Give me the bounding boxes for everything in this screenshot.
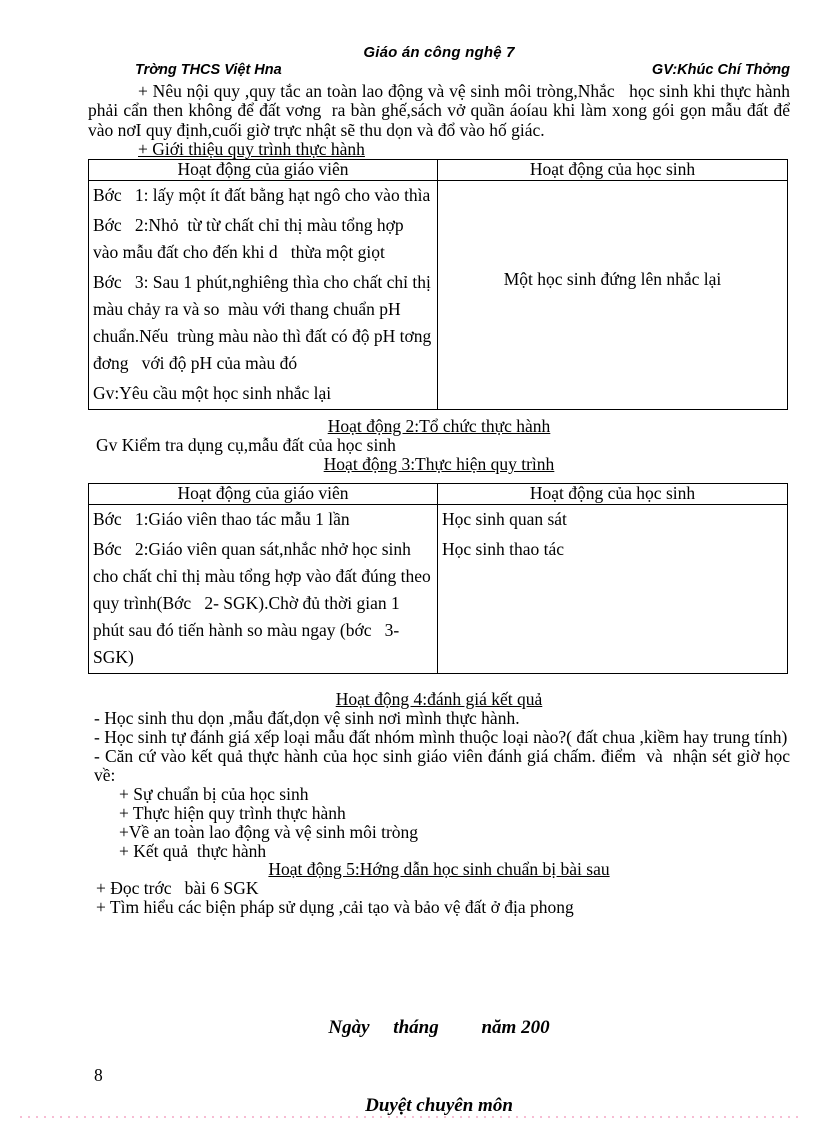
- activity2-gv-line: Gv Kiểm tra dụng cụ,mẫu đất của học sinh: [96, 435, 396, 456]
- activity3-heading-text: Hoạt động 3:Thực hiện quy trình: [323, 454, 555, 475]
- date-line: Ngày tháng năm 200: [328, 1017, 550, 1039]
- student-line: Học sinh quan sát: [442, 509, 567, 530]
- activity4-heading-text: Hoạt động 4:đánh giá kết quả: [335, 689, 543, 710]
- evaluation-item: + Thực hiện quy trình thực hành: [119, 803, 346, 824]
- table-row: [89, 160, 788, 181]
- process-intro-text: + Giới thiệu quy trình thực hành: [138, 139, 365, 160]
- evaluation-item: + Sự chuẩn bị của học sinh: [119, 784, 309, 805]
- table-row: [89, 505, 788, 674]
- activity2-heading: [88, 417, 790, 436]
- approval-line: Duyệt chuyên môn: [365, 1095, 513, 1117]
- table2-header-student: Hoạt động của học sinh: [438, 484, 788, 505]
- activity4-line: - Căn cứ vào kết quả thực hành của học sinh giáo viên đánh giá chấm. điểm và nhận sét giờ học về:: [94, 746, 795, 786]
- school-name: Trờng THCS Việt Hna: [135, 62, 282, 78]
- step-2-text: Bớc 2:Nhỏ từ từ chất chỉ thị màu tổng hợp vào mẫu đất cho đến khi d thừa một giọt: [93, 215, 409, 263]
- activity2-heading-text: Hoạt động 2:Tổ chức thực hành: [327, 416, 551, 437]
- activity5-line: + Đọc trớc bài 6 SGK: [96, 878, 259, 899]
- table1-header-teacher: Hoạt động của giáo viên: [89, 160, 438, 181]
- activity5-heading: [88, 860, 790, 879]
- step-1-text: Bớc 1:Giáo viên thao tác mẫu 1 lần: [93, 509, 350, 530]
- activity3-heading: [88, 455, 790, 474]
- page-number: 8: [94, 1065, 103, 1085]
- activity-table-1: [88, 159, 788, 410]
- table2-student-cell: [438, 505, 788, 674]
- evaluation-item: + Kết quả thực hành: [119, 840, 267, 861]
- intro-paragraph: + Nêu nội quy ,quy tắc an toàn lao động và vệ sinh môi tròng,Nhắc học sinh khi thực hành phải cẩn then không để đất vơng ra bàn ghế,sách vở quần áoíau khi làm xong gói gọn mẫu đất để vào nơI quy định,cuối giờ trực nhật sẽ thu dọn và đổ vào hố giác.: [88, 81, 795, 140]
- activity4-line: - Học sinh tự đánh giá xếp loại mẫu đất nhóm mình thuộc loại nào?( đất chua ,kiềm hay trung tính): [94, 727, 788, 748]
- step-2-text: Bớc 2:Giáo viên quan sát,nhắc nhở học sinh cho chất chỉ thị màu tổng hợp vào đất đúng theo quy trình(Bớc 2- SGK).Chờ đủ thời gian 1 phút sau đó tiến hành so màu ngay (bớc 3- SGK): [93, 539, 436, 668]
- teacher-name: GV:Khúc Chí Thởng: [651, 62, 790, 78]
- document-title: Giáo án công nghệ 7: [363, 44, 515, 61]
- table1-teacher-cell: [89, 181, 445, 410]
- gv-request-text: Gv:Yêu cầu một học sinh nhắc lại: [93, 383, 332, 404]
- student-note: Một học sinh đứng lên nhắc lại: [503, 269, 722, 290]
- process-intro-line: [88, 140, 790, 159]
- table-row: [89, 181, 788, 410]
- student-line: Học sinh thao tác: [442, 539, 564, 560]
- activity4-heading: [88, 690, 790, 709]
- activity4-line: - Học sinh thu dọn ,mẫu đất,dọn vệ sinh nơi mình thực hành.: [94, 708, 520, 729]
- page-bottom-dotted-divider: [20, 1116, 802, 1118]
- approval-block: [88, 963, 790, 1123]
- table1-student-cell: [438, 181, 788, 410]
- evaluation-item: +Về an toàn lao động và vệ sinh môi tròng: [119, 821, 419, 842]
- activity5-line: + Tìm hiểu các biện pháp sử dụng ,cải tạo và bảo vệ đất ở địa phong: [96, 897, 574, 918]
- table1-header-student: Hoạt động của học sinh: [438, 160, 788, 181]
- table2-header-teacher: Hoạt động của giáo viên: [89, 484, 438, 505]
- page-content: [88, 44, 795, 1123]
- activity-table-2: [88, 483, 788, 674]
- document-subheader: [88, 62, 790, 82]
- table2-teacher-cell: [89, 505, 438, 674]
- activity5-heading-text: Hoạt động 5:Hớng dẫn học sinh chuẩn bị bài sau: [268, 859, 610, 880]
- step-3-text: Bớc 3: Sau 1 phút,nghiêng thìa cho chất chỉ thị màu chảy ra và so màu với thang chuẩn pH chuẩn.Nếu trùng màu nào thì đất có độ pH tơng đơng với độ pH của màu đó: [93, 272, 445, 374]
- table-row: [89, 484, 788, 505]
- step-1-text: Bớc 1: lấy một ít đất bằng hạt ngô cho vào thìa: [93, 185, 431, 206]
